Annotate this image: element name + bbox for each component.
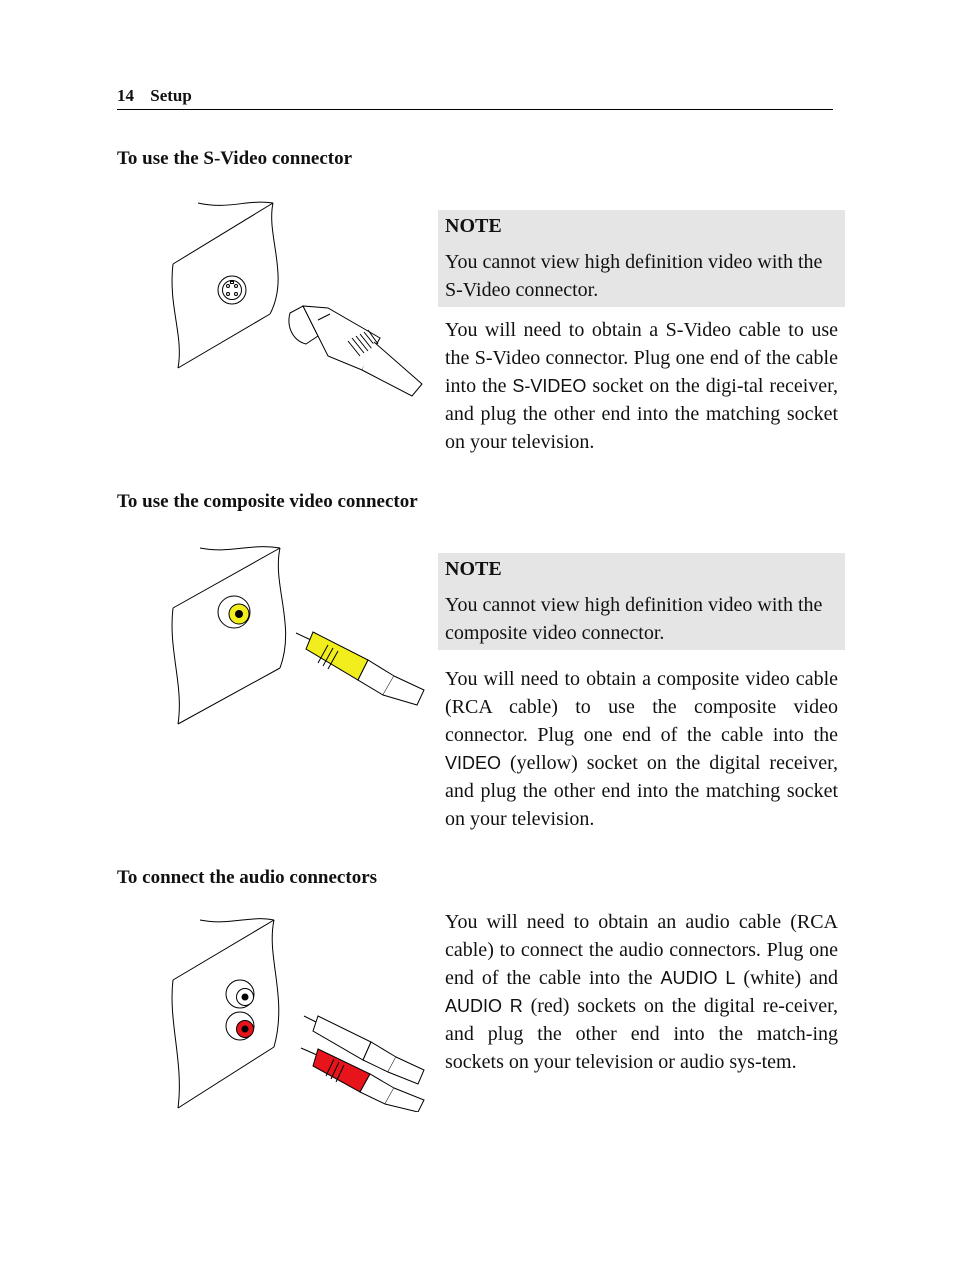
para-text: You will need to obtain an audio cable (RCA cable) to connect the audio connectors. Plug one end of the cable into the [445,911,838,989]
audio-l-label: AUDIO L [660,968,736,988]
para-text: (yellow) socket on the digital receiver, and plug the other end into the matching socket on your television. [445,752,838,830]
yellow-plug [306,632,368,680]
audio-heading: To connect the audio connectors [117,867,378,888]
running-header [117,86,833,110]
para-text: socket on the digi-tal receiver, and plug the other end into the matching socket on your television. [445,375,838,453]
svideo-paragraph [445,316,838,456]
note-text: You cannot view high definition video with the composite video connector. [445,594,823,644]
audio-connector-illustration [168,912,430,1112]
composite-paragraph [445,665,838,833]
svideo-note [438,210,845,307]
composite-connector-illustration [168,540,430,730]
note-title: NOTE [445,215,502,237]
section-title: Setup [150,86,192,105]
page-number: 14 [117,86,134,105]
svideo-connector-illustration [168,196,430,400]
para-text: You will need to obtain a S-Video cable to use the S-Video connector. Plug one end of the cable into the [445,319,838,397]
para-text: (white) and [735,967,838,989]
svideo-socket-label: S-VIDEO [512,376,587,396]
composite-heading: To use the composite video connector [117,491,418,512]
audio-r-label: AUDIO R [445,996,523,1016]
note-title: NOTE [445,558,502,580]
para-text: (red) sockets on the digital re-ceiver, and plug the other end into the match-ing sockets on your television or audio sys-tem. [445,995,838,1073]
svideo-heading: To use the S-Video connector [117,148,353,169]
audio-paragraph [445,908,838,1076]
note-text: You cannot view high definition video with the S-Video connector. [445,251,823,301]
composite-note [438,553,845,650]
para-text: You will need to obtain a composite video cable (RCA cable) to use the composite video connector. Plug one end of the cable into the [445,668,838,746]
video-socket-label: VIDEO [445,753,502,773]
